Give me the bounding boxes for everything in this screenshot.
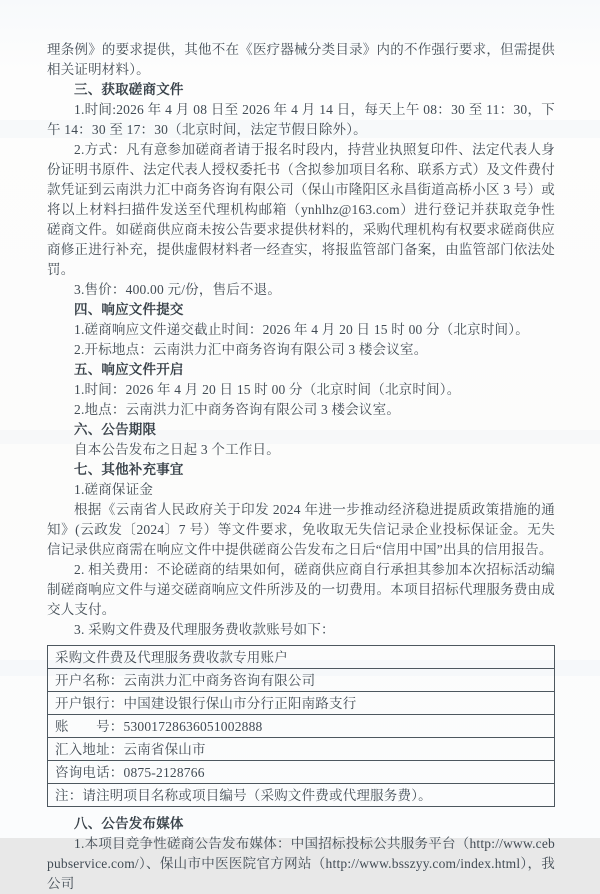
note-cell: 注：请注明项目名称或项目编号（采购文件费或代理服务费）。 bbox=[48, 784, 555, 807]
table-row bbox=[48, 715, 555, 738]
table-row-note bbox=[48, 784, 555, 807]
section-heading-other-matters: 七、其他补充事宜 bbox=[74, 462, 184, 477]
table-row bbox=[48, 761, 555, 784]
table-title-cell: 采购文件费及代理服务费收款专用账户 bbox=[48, 646, 555, 669]
bank-name-cell: 开户银行：中国建设银行保山市分行正阳南路支行 bbox=[48, 692, 555, 715]
paragraph: 2.方式：凡有意参加磋商者请于报名时段内，持营业执照复印件、法定代表人身份证明书原件、法定代表人授权委托书（含拟参加项目名称、联系方式）及文件费付款凭证到云南洪力汇中商务咨询有限公司（保山市隆阳区永昌街道高桥小区 3 号）或将以上材料扫描件发送至代理机构邮箱（ynhlhz@163.com）进行登记并获取竞争性磋商文件。如磋商供应商未按公告要求提供材料的，采购代理机构有权要求磋商供应商修正进行补充，提供虚假材料者一经查实，将报监管部门备案，由监管部门依法处罚。 bbox=[47, 142, 555, 277]
section-heading-publication-media: 八、公告发布媒体 bbox=[74, 816, 184, 831]
paragraph: 1.时间：2026 年 4 月 20 日 15 时 00 分（北京时间（北京时间）。 bbox=[74, 382, 461, 397]
paragraph-continuation: 理条例》的要求提供，其他不在《医疗器械分类目录》内的不作强行要求，但需提供相关证明材料）。 bbox=[47, 42, 555, 77]
fee-account-table bbox=[47, 645, 555, 807]
paragraph: 1.本项目竞争性磋商公告发布媒体：中国招标投标公共服务平台（http://www.cebpubservice.com/）、保山市中医医院官方网站（http://www.bsszyy.com/index.html），我公司 bbox=[47, 836, 555, 891]
paragraph: 3. 采购文件费及代理服务费收款账号如下： bbox=[74, 622, 335, 637]
document-content bbox=[47, 40, 555, 894]
paragraph: 根据《云南省人民政府关于印发 2024 年进一步推动经济稳进提质政策措施的通知》(云政发〔2024〕7 号）等文件要求，免收取无失信记录企业投标保证金。无失信记录供应商需在响应文件中提供磋商公告发布之日后“信用中国”出具的信用报告。 bbox=[47, 502, 555, 557]
paragraph: 1.磋商保证金 bbox=[74, 482, 154, 497]
remit-address-cell: 汇入地址：云南省保山市 bbox=[48, 738, 555, 761]
paragraph: 1.时间:2026 年 4 月 08 日至 2026 年 4 月 14 日，每天上午 08：30 至 11：30，下午 14：30 至 17：30（北京时间，法定节假日除外）。 bbox=[47, 102, 555, 137]
section-heading-response-opening: 五、响应文件开启 bbox=[74, 362, 184, 377]
section-heading-announcement-period: 六、公告期限 bbox=[74, 422, 157, 437]
table-row bbox=[48, 738, 555, 761]
paragraph: 2.地点：云南洪力汇中商务咨询有限公司 3 楼会议室。 bbox=[74, 402, 401, 417]
paragraph: 1.磋商响应文件递交截止时间：2026 年 4 月 20 日 15 时 00 分（北京时间）。 bbox=[74, 322, 529, 337]
section-heading-obtain-documents: 三、获取磋商文件 bbox=[74, 82, 184, 97]
table-row-title bbox=[48, 646, 555, 669]
phone-cell: 咨询电话：0875-2128766 bbox=[48, 761, 555, 784]
account-name-cell: 开户名称：云南洪力汇中商务咨询有限公司 bbox=[48, 669, 555, 692]
paragraph: 自本公告发布之日起 3 个工作日。 bbox=[74, 442, 280, 457]
table-row bbox=[48, 669, 555, 692]
paragraph: 2.开标地点：云南洪力汇中商务咨询有限公司 3 楼会议室。 bbox=[74, 342, 428, 357]
account-number-cell: 账 号：53001728636051002888 bbox=[48, 715, 555, 738]
paragraph: 2. 相关费用：不论磋商的结果如何，磋商供应商自行承担其参加本次招标活动编制磋商响应文件与递交磋商响应文件所涉及的一切费用。本项目招标代理服务费由成交人支付。 bbox=[47, 562, 555, 617]
section-heading-response-submission: 四、响应文件提交 bbox=[74, 302, 184, 317]
table-row bbox=[48, 692, 555, 715]
paragraph: 3.售价：400.00 元/份，售后不退。 bbox=[74, 282, 282, 297]
